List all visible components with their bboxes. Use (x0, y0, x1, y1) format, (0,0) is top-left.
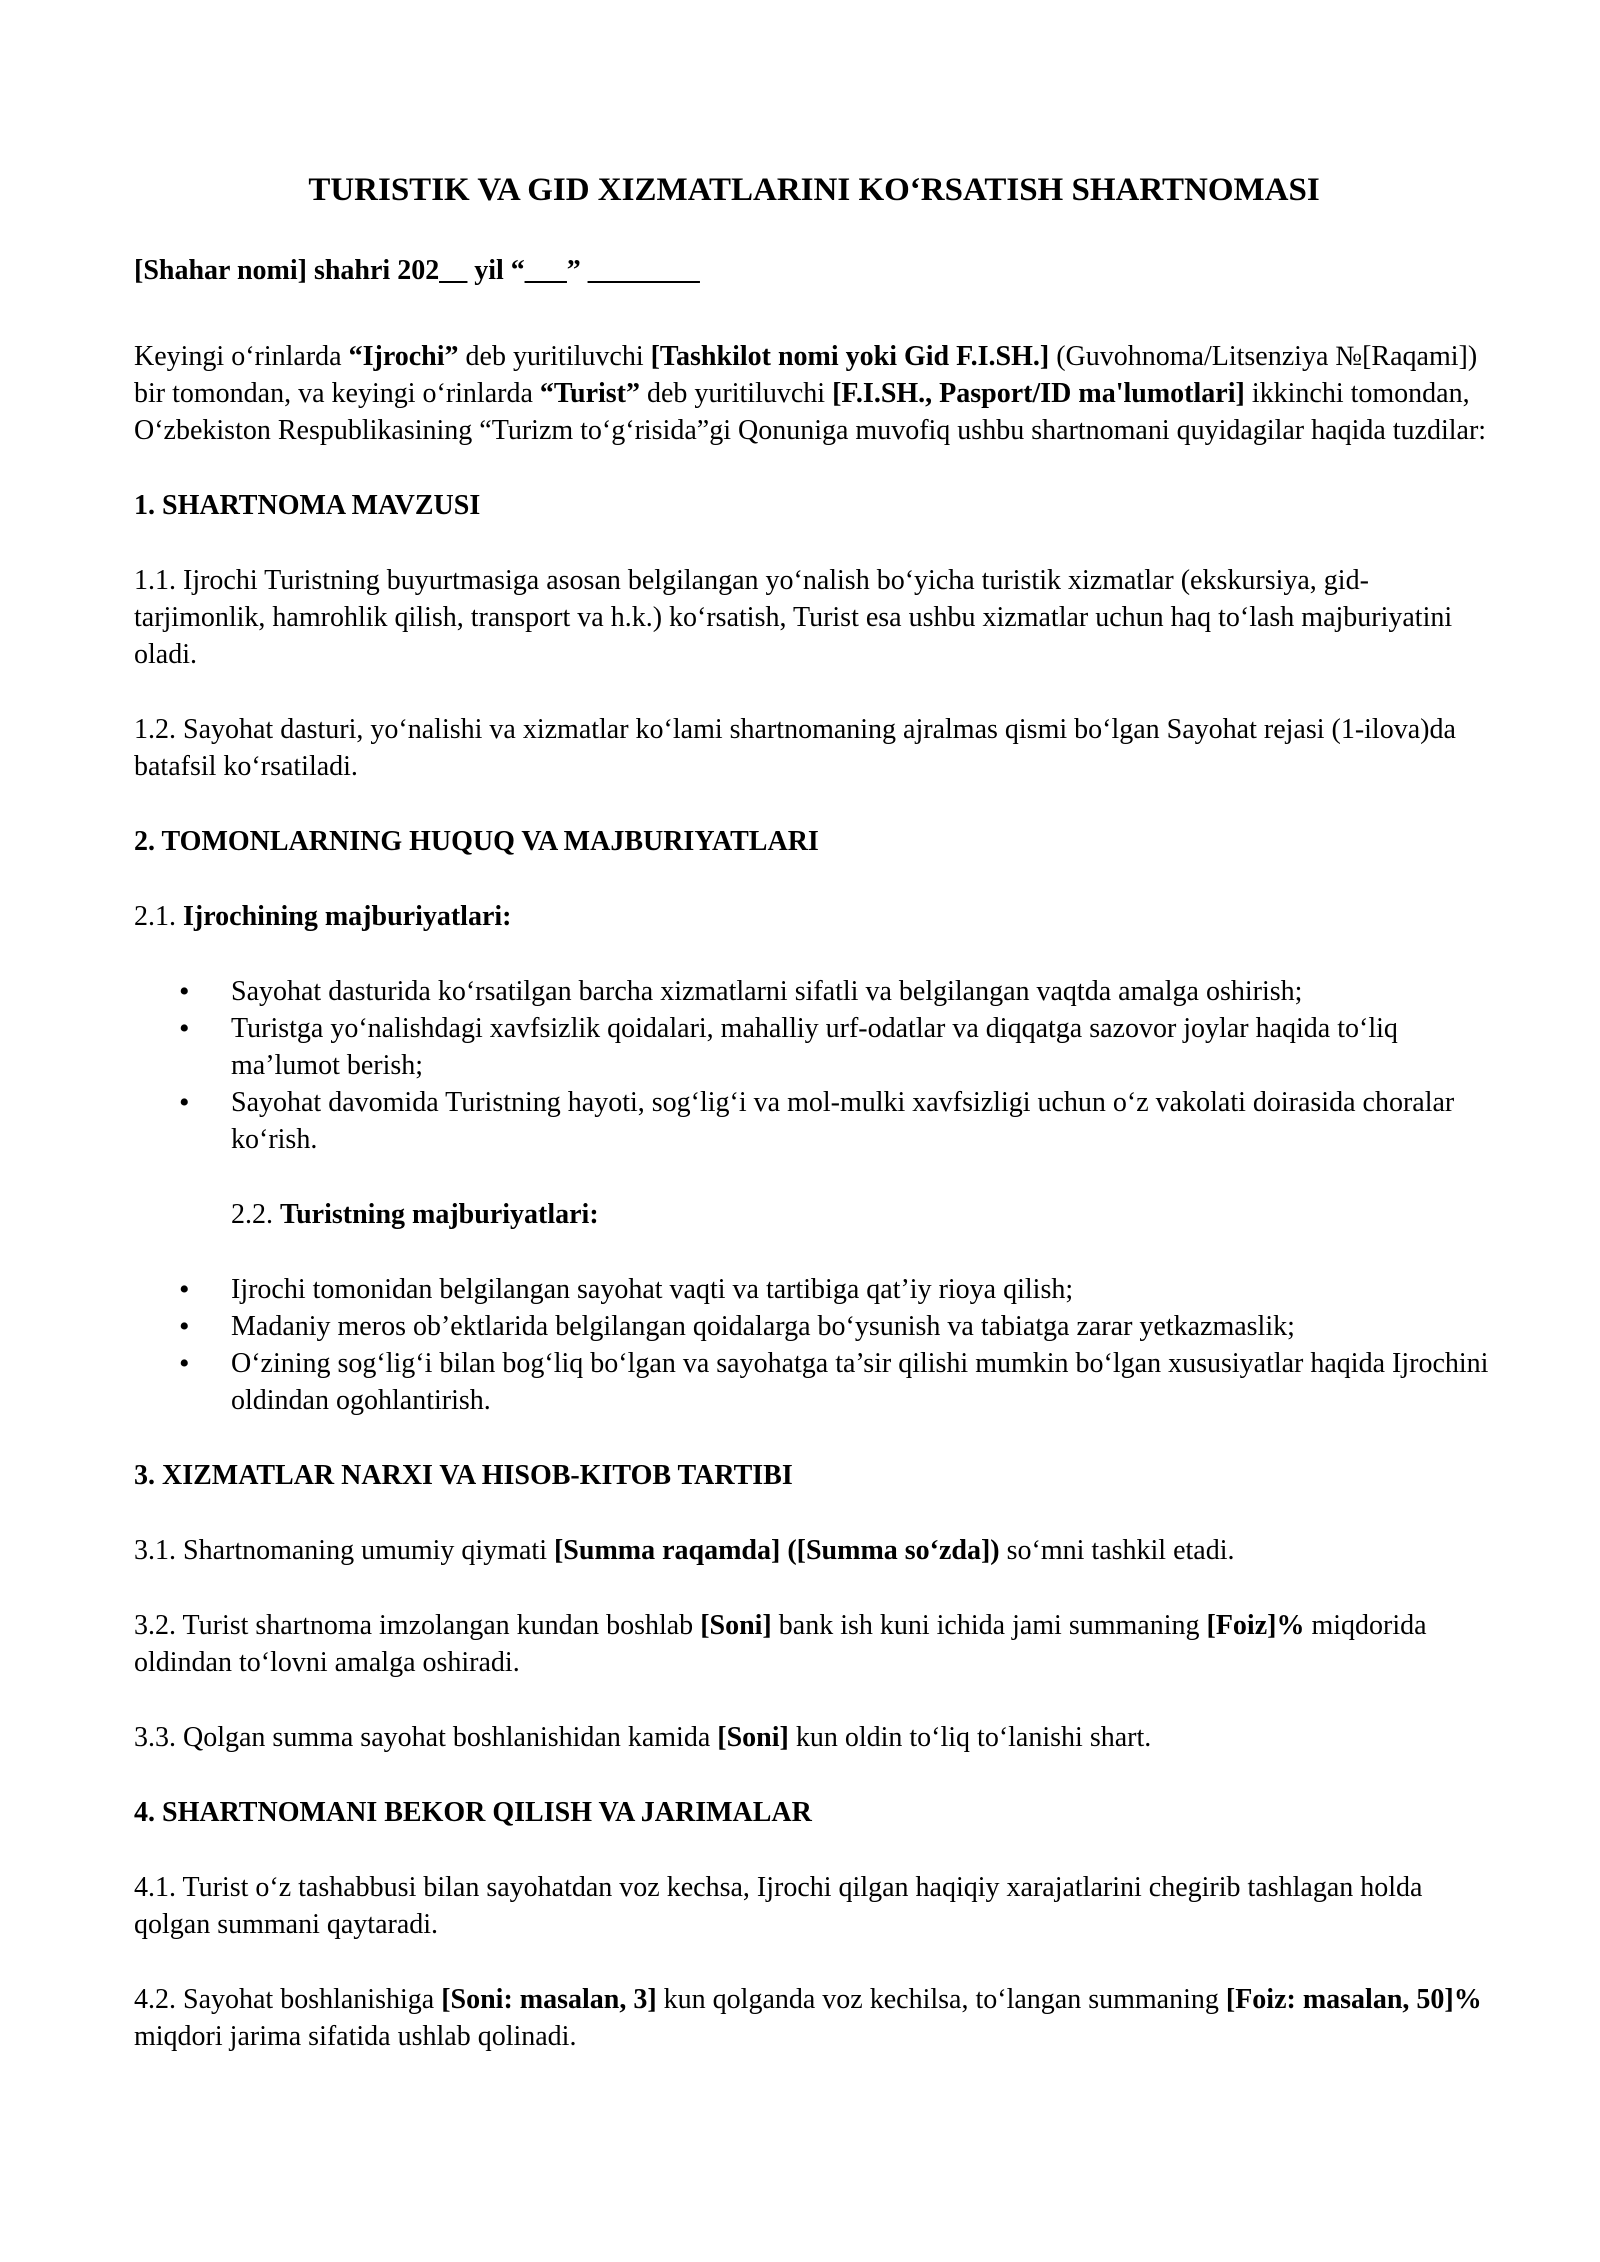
clause-2-2-number: 2.2. (231, 1199, 280, 1230)
tourist-obligations-list (134, 1271, 1494, 1419)
intro-tourist-placeholder: [F.I.SH., Pasport/ID ma'lumotlari] (832, 378, 1245, 409)
document-body (134, 170, 1494, 2055)
clause-2-2-title (134, 1196, 1494, 1233)
section-4-heading: 4. SHARTNOMANI BEKOR QILISH VA JARIMALAR (134, 1797, 812, 1828)
section-3-heading: 3. XIZMATLAR NARXI VA HISOB-KITOB TARTIBI (134, 1460, 793, 1491)
list-item: • Sayohat dasturida ko‘rsatilgan barcha xizmatlarni sifatli va belgilangan vaqtda amalga oshirish; (134, 973, 1494, 1010)
clause-4-1: 4.1. Turist o‘z tashabbusi bilan sayohatdan voz kechsa, Ijrochi qilgan haqiqiy xarajatlarini chegirib tashlagan holda qolgan summani qaytaradi. (134, 1872, 1423, 1940)
clause-3-2-days-placeholder: [Soni] (700, 1610, 772, 1641)
clause-3-3-text-2: kun oldin to‘liq to‘lanishi shart. (788, 1722, 1152, 1753)
clause-4-2-percent-placeholder: [Foiz: masalan, 50]% (1225, 1984, 1482, 2015)
clause-3-3-days-placeholder: [Soni] (717, 1722, 789, 1753)
section-1-heading: 1. SHARTNOMA MAVZUSI (134, 490, 481, 521)
intro-text-2: deb yuritiluvchi (458, 341, 651, 372)
clause-3-2-text-1: 3.2. Turist shartnoma imzolangan kundan boshlab (134, 1610, 701, 1641)
list-item: • Turistga yo‘nalishdagi xavfsizlik qoidalari, mahalliy urf-odatlar va diqqatga sazovor joylar haqida to‘liq ma’lumot berish; (134, 1010, 1494, 1084)
clause-3-2-text-2: bank ish kuni ichida jami summaning (771, 1610, 1207, 1641)
section-2-heading: 2. TOMONLARNING HUQUQ VA MAJBURIYATLARI (134, 826, 819, 857)
clause-2-2-label: Turistning majburiyatlari: (280, 1199, 599, 1230)
clause-3-1-text-2: so‘mni tashkil etadi. (999, 1535, 1235, 1566)
list-item: • O‘zining sog‘lig‘i bilan bog‘liq bo‘lgan va sayohatga ta’sir qilishi mumkin bo‘lgan xususiyatlar haqida Ijrochini oldindan ogohlantirish. (134, 1345, 1494, 1419)
intro-paragraph (134, 338, 1494, 449)
clause-3-3-text-1: 3.3. Qolgan summa sayohat boshlanishidan kamida (134, 1722, 718, 1753)
clause-3-1 (134, 1532, 1494, 1569)
clause-3-2-percent-placeholder: [Foiz]% (1206, 1610, 1305, 1641)
clause-3-2-text-3: miqdorida oldindan to‘lovni amalga oshiradi. (134, 1610, 1427, 1678)
intro-text-4: deb yuritiluvchi (640, 378, 833, 409)
clause-3-1-amount-placeholder: [Summa raqamda] ([Summa so‘zda]) (553, 1535, 1000, 1566)
intro-executor-term: “Ijrochi” (348, 341, 459, 372)
clause-4-2-days-placeholder: [Soni: masalan, 3] (441, 1984, 657, 2015)
intro-organization-placeholder: [Tashkilot nomi yoki Gid F.I.SH.] (650, 341, 1050, 372)
clause-2-1-label: Ijrochining majburiyatlari: (183, 901, 512, 932)
intro-text-5: ikkinchi tomondan, O‘zbekiston Respublikasining “Turizm to‘g‘risida”gi Qonuniga muvofiq ushbu shartnomani quyidagilar haqida tuzdilar: (134, 378, 1487, 446)
intro-tourist-term: “Turist” (539, 378, 640, 409)
clause-4-2 (134, 1981, 1494, 2055)
clause-1-2: 1.2. Sayohat dasturi, yo‘nalishi va xizmatlar ko‘lami shartnomaning ajralmas qismi bo‘lgan Sayohat rejasi (1-ilova)da batafsil ko‘rsatiladi. (134, 714, 1456, 782)
clause-2-1-number: 2.1. (134, 901, 183, 932)
place-date-line: [Shahar nomi] shahri 202__ yil “___” ________ (134, 255, 700, 286)
intro-text-1: Keyingi o‘rinlarda (134, 341, 349, 372)
clause-2-1-title (134, 898, 1494, 935)
clause-3-1-text-1: 3.1. Shartnomaning umumiy qiymati (134, 1535, 554, 1566)
clause-4-2-text-2: kun qolganda voz kechilsa, to‘langan summaning (656, 1984, 1226, 2015)
document-title: TURISTIK VA GID XIZMATLARINI KO‘RSATISH SHARTNOMASI (308, 172, 1320, 208)
list-item: • Sayohat davomida Turistning hayoti, sog‘lig‘i va mol-mulki xavfsizligi uchun o‘z vakolati doirasida choralar ko‘rish. (134, 1084, 1494, 1158)
intro-text-3: (Guvohnoma/Litsenziya №[Raqami]) bir tomondan, va keyingi o‘rinlarda (134, 341, 1478, 409)
clause-3-3 (134, 1719, 1494, 1756)
clause-4-2-text-1: 4.2. Sayohat boshlanishiga (134, 1984, 442, 2015)
clause-1-1: 1.1. Ijrochi Turistning buyurtmasiga asosan belgilangan yo‘nalish bo‘yicha turistik xizmatlar (ekskursiya, gid-tarjimonlik, hamrohlik qilish, transport va h.k.) ko‘rsatish, Turist esa ushbu xizmatlar uchun haq to‘lash majburiyatini oladi. (134, 565, 1453, 670)
list-item: • Madaniy meros ob’ektlarida belgilangan qoidalarga bo‘ysunish va tabiatga zarar yetkazmaslik; (134, 1308, 1494, 1345)
executor-obligations-list (134, 973, 1494, 1158)
clause-4-2-text-3: miqdori jarima sifatida ushlab qolinadi. (134, 2021, 577, 2052)
list-item: • Ijrochi tomonidan belgilangan sayohat vaqti va tartibiga qat’iy rioya qilish; (134, 1271, 1494, 1308)
clause-3-2 (134, 1607, 1494, 1681)
